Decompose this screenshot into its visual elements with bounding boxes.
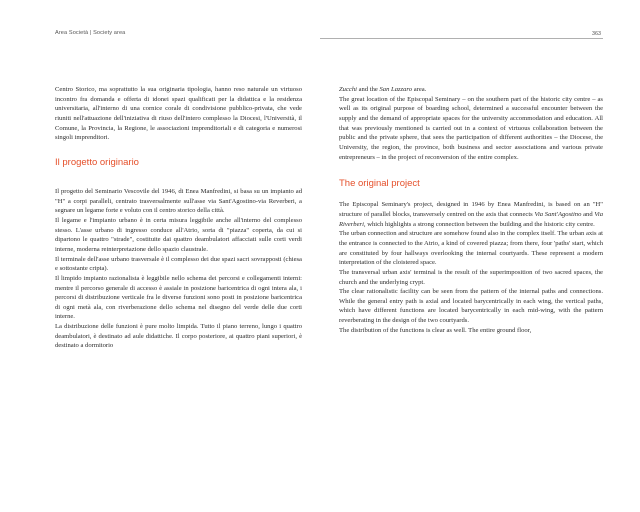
italic-street-name: Via Sant'Agostino xyxy=(534,210,582,218)
paragraph: The clear rationalistic facility can be seen from the pattern of the internal paths and connections. While the general entry path is axial and located barycentrically in each wing, the vertical paths, which have different functions are located barycentrically in each mid-wing, with the pattern reverberating in the design of the two courtyards. xyxy=(339,288,603,325)
paragraph: Centro Storico, ma soprattutto la sua originaria tipologia, hanno reso naturale un virtuoso incontro fra domanda e offerta di idonei spazi qualificati per la didattica e la residenza universitaria, all'interno di una cornice corale di condivisione pubblico-privata, che vede riuniti nell'attuazione dell'iniziativa di riuso dell'intero complesso la Diocesi, l'Università, il Comune, la Provincia, la Regione, le associazioni imprenditoriali e di categoria e numerosi singoli imprenditori. xyxy=(55,86,302,142)
paragraph: The urban connection and structure are somehow found also in the complex itself. The urban axis at the entrance is connected to the Atrio, a kind of covered piazza; from there, four 'paths' start, which are constituted by four hallways overlooking the internal courtyards. These represent a modern interpretation of the cloistered space. xyxy=(339,230,603,267)
italic-place-name: Zucchi xyxy=(339,86,357,93)
paragraph: Il terminale dell'asse urbano trasversale è il complesso dei due spazi sacri sovrapposti (chiesa e sottostante cripta). xyxy=(55,255,302,273)
text-span: , which highlights a strong connection between the building and the historic city centre. xyxy=(363,220,595,228)
paragraph: The distribution of the functions is clear as well. The entire ground floor, xyxy=(339,326,532,334)
paragraph xyxy=(339,200,603,229)
paragraph: Il limpido impianto razionalista è leggibile nello schema dei percorsi e collegamenti interni: mentre il percorso generale di accesso è assiale in posizione baricentrica di ogni intera ala, i percorsi di distribuzione verticale fra le diverse funzioni sono posti in posizione baricentrica di ogni metà ala, con riverberazione dello schema nel disegno del verde delle due corti interne. xyxy=(55,274,302,321)
text-span: and xyxy=(581,210,595,218)
english-column xyxy=(339,85,603,335)
text-span: and the xyxy=(356,86,380,93)
italic-street-name: Via Riverberi xyxy=(339,210,603,228)
paragraph: La distribuzione delle funzioni è pure molto limpida. Tutto il piano terreno, lungo i quattro deambulatori, è destinato ad aule didattiche. Il corpo posteriore, ai quattro piani superiori, è destinato a dormitorio xyxy=(55,323,302,350)
text-span: The Episcopal Seminary's project, designed in 1946 by Enea Manfredini, is based on an "H" structure of parallel blocks, transversely centred on the axis that connects xyxy=(339,201,603,218)
paragraph xyxy=(339,85,603,95)
paragraph: The transversal urban axis' terminal is the result of the superimposition of two sacred spaces, the church and the underlying crypt. xyxy=(339,268,603,286)
section-heading: Il progetto originario xyxy=(55,156,139,168)
paragraph: Il legame e l'impianto urbano è in certa misura leggibile anche all'interno del complesso stesso. L'asse urbano di ingresso conduce all'Atrio, sorta di "piazza" coperta, da cui si dipartono le quattro "strade", costituite dai quattro deambulatori affacciati sulle corti verdi interne, moderna reinterpretazione dello spazio claustrale. xyxy=(55,216,302,253)
italic-place-name: San Lazzaro xyxy=(379,86,413,93)
italian-column xyxy=(55,85,302,351)
paragraph: Il progetto del Seminario Vescovile del 1946, di Enea Manfredini, si basa su un impianto ad "H" a corpi paralleli, centrato trasversalmente sull'asse via Sant'Agostino-via Reverberi, a segnare un legame forte e voluto con il centro storico della città. xyxy=(55,187,302,215)
paragraph: The great location of the Episcopal Seminary – on the southern part of the historic city centre – as well as its original purpose of boarding school, determined a successful encounter between the supply and the demand of appropriate spaces for the university accommodation and education. All that was previously mentioned is carried out in a context of virtuous collaboration between the public and the private sphere, that sees the participation of different authorities – the Diocese, the University, the region, the province, both business and sector associations and various private entrepreneurs – in the project of reconversion of the entire complex. xyxy=(339,95,603,161)
page-number: 363 xyxy=(592,31,601,37)
text-span: area. xyxy=(412,86,427,93)
page-header xyxy=(0,0,640,40)
section-label: Area Società | Society area xyxy=(55,30,126,36)
header-rule xyxy=(320,38,603,39)
section-heading: The original project xyxy=(339,178,420,190)
